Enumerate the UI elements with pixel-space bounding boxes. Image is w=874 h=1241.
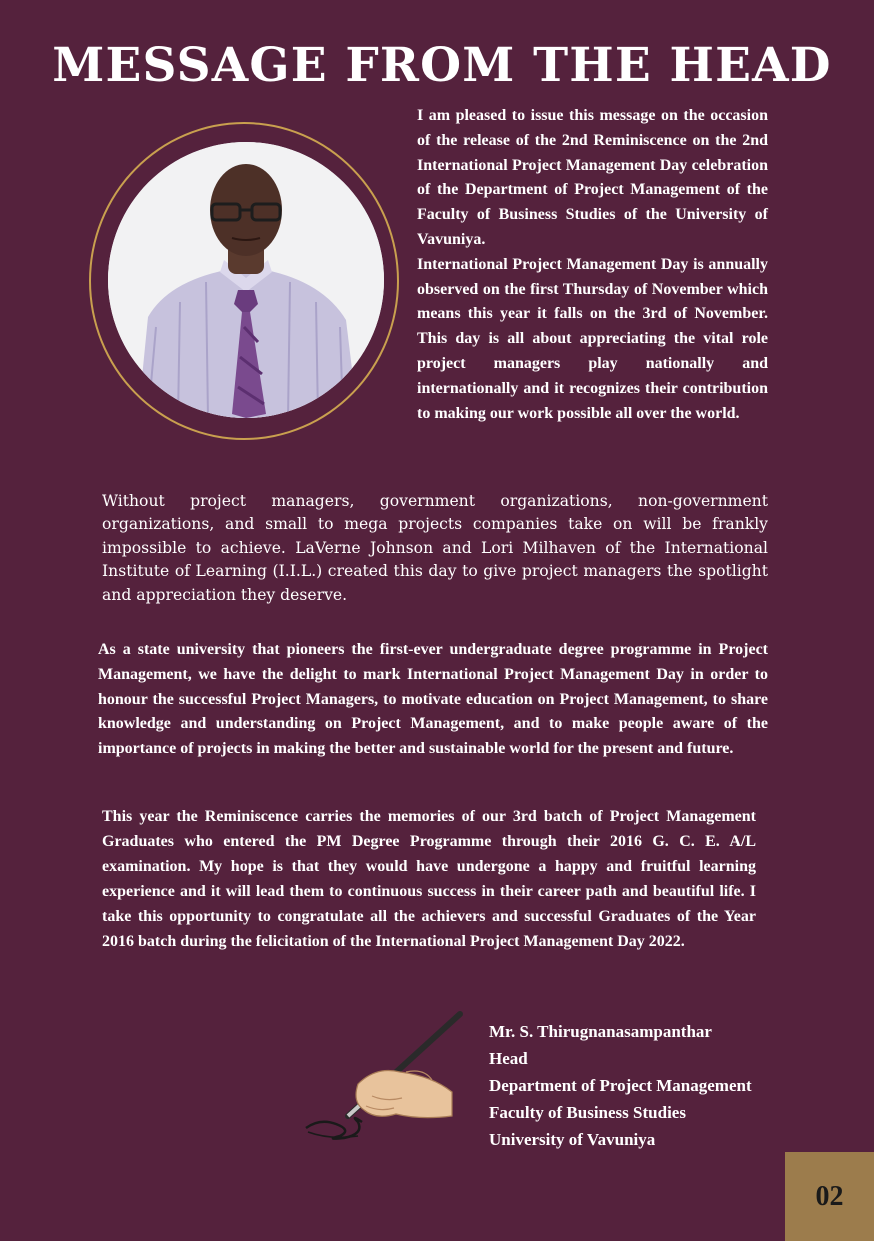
hand-writing-pen-icon: [300, 1010, 465, 1155]
paragraph-state-university: As a state university that pioneers the first-ever undergraduate degree programme in Project Management, we have the delight to mark International Project Management Day in order to honour the successful Project Managers, to motivate education on Project Management, to share knowledge and understanding on Project Management, and to make people aware of the importance of projects in making the better and sustainable world for the present and future.: [98, 641, 768, 758]
page-number-box: [785, 1152, 874, 1241]
intro-paragraph-part-2: International Project Management Day is annually observed on the first Thursday of November which means this year it falls on the 3rd of November. This day is all about appreciating the vital role project managers play nationally and internationally and it recognizes their contribution to making our work possible all over the world.: [417, 255, 768, 422]
signature-name: Mr. S. Thirugnanasampanthar: [489, 1022, 712, 1041]
signature-department: Department of Project Management: [489, 1076, 752, 1095]
page-title: MESSAGE FROM THE HEAD: [52, 38, 832, 93]
page-number: 02: [815, 1180, 844, 1212]
intro-paragraph-part-1: I am pleased to issue this message on the occasion of the release of the 2nd Reminiscence on the 2nd International Project Management Day celebration of the Department of Project Management of the Faculty of Business Studies of the University of Vavuniya.: [417, 107, 768, 248]
signature-block: [489, 1018, 752, 1153]
head-portrait-photo: [108, 142, 384, 418]
paragraph-reminiscence: This year the Reminiscence carries the memories of our 3rd batch of Project Management Graduates who entered the PM Degree Programme through their 2016 G. C. E. A/L examination. My hope is that they would have undergone a happy and fruitful learning experience and it will lead them to continuous success in their career path and beautiful life. I take this opportunity to congratulate all the achievers and successful Graduates of the Year 2016 batch during the felicitation of the International Project Management Day 2022.: [102, 808, 756, 950]
signature-faculty: Faculty of Business Studies: [489, 1103, 686, 1122]
signature-position: Head: [489, 1049, 528, 1068]
paragraph-project-managers: Without project managers, government organizations, non-government organizations, and small to mega projects companies take on will be frankly impossible to achieve. LaVerne Johnson and Lori Milhaven of the International Institute of Learning (I.I.L.) created this day to give project managers the spotlight and appreciation they deserve.: [102, 492, 768, 604]
signature-university: University of Vavuniya: [489, 1130, 656, 1149]
intro-paragraph: [417, 104, 768, 426]
